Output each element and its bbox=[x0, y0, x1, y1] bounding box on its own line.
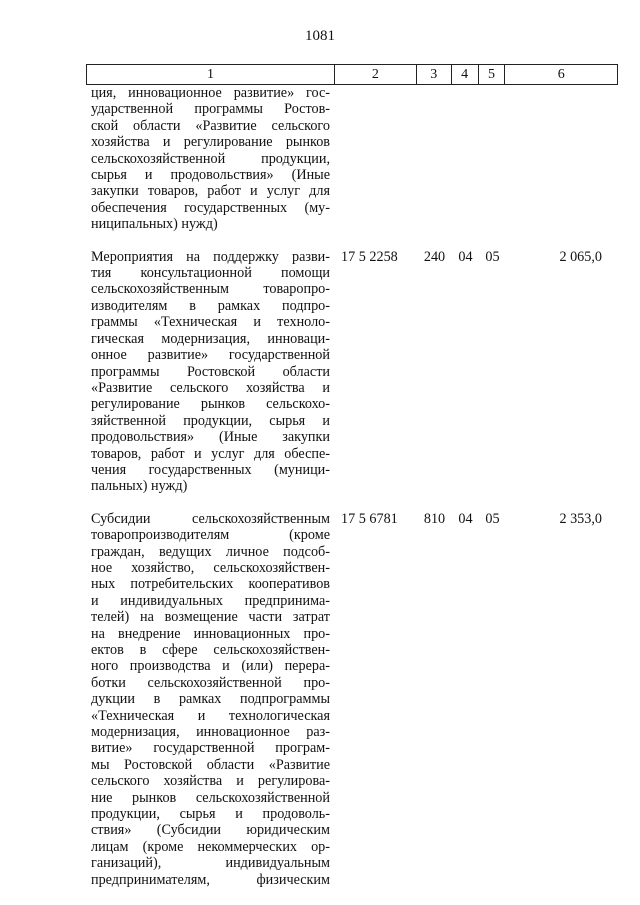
text-line: тия консультационной помощи bbox=[91, 265, 330, 282]
text-line: телей) на возмещение части затрат bbox=[91, 609, 330, 626]
text-line: граждан, ведущих личное подсоб- bbox=[91, 543, 330, 560]
row-vr: 810 bbox=[423, 510, 446, 527]
header-col-2: 2 bbox=[335, 65, 417, 84]
text-line: ской области «Развитие сельского bbox=[91, 117, 330, 134]
text-line: продовольствия» (Иные закупки bbox=[91, 429, 330, 446]
row-rz: 04 bbox=[458, 248, 473, 265]
text-line: изводителям в рамках подпро- bbox=[91, 297, 330, 314]
text-line: ботки сельскохозяйственной про- bbox=[91, 674, 330, 691]
text-line: чения государственных (муници- bbox=[91, 461, 330, 478]
row-pr: 05 bbox=[485, 510, 500, 527]
text-line: ных потребительских кооперативов bbox=[91, 576, 330, 593]
text-line: ного производства и (или) перера- bbox=[91, 658, 330, 675]
text-line: обеспечения государственных (му- bbox=[91, 199, 330, 216]
header-col-5: 5 bbox=[479, 65, 506, 84]
row-description bbox=[86, 511, 335, 888]
text-line: программы Ростовской области bbox=[91, 363, 330, 380]
text-line: сельскохозяйственной продукции, bbox=[91, 150, 330, 167]
row-rz bbox=[452, 85, 479, 233]
table-row bbox=[86, 85, 618, 233]
table-row bbox=[86, 249, 618, 495]
row-description bbox=[86, 85, 335, 233]
row-code bbox=[335, 85, 417, 233]
text-line: продукции, сырья и продоволь- bbox=[91, 806, 330, 823]
text-line: сельского хозяйства и регулирова- bbox=[91, 773, 330, 790]
row-description bbox=[86, 249, 335, 495]
text-line: гическая модернизация, инноваци- bbox=[91, 330, 330, 347]
header-col-4: 4 bbox=[452, 65, 479, 84]
header-col-6: 6 bbox=[557, 67, 565, 82]
text-line: модернизация, инновационное раз- bbox=[91, 724, 330, 741]
text-line: товаропроизводителям (кроме bbox=[91, 527, 330, 544]
text-line: «Развитие сельского хозяйства и bbox=[91, 379, 330, 396]
text-line: хозяйства и регулирование рынков bbox=[91, 134, 330, 151]
header-col-3: 3 bbox=[417, 65, 452, 84]
row-vr: 240 bbox=[423, 248, 446, 265]
text-line: ганизаций), индивидуальным bbox=[91, 855, 330, 872]
text-line: витие» государственной програм- bbox=[91, 740, 330, 757]
row-sum: 2 065,0 bbox=[559, 248, 602, 265]
text-line: ниципальных) нужд) bbox=[91, 216, 218, 233]
text-line: регулирование рынков сельскохо- bbox=[91, 396, 330, 413]
text-line: зяйственной продукции, сырья и bbox=[91, 412, 330, 429]
text-line: закупки товаров, работ и услуг для bbox=[91, 183, 330, 200]
row-pr bbox=[479, 85, 506, 233]
row-vr bbox=[417, 85, 452, 233]
text-line: «Техническая и технологическая bbox=[91, 707, 330, 724]
text-line: онное развитие» государственной bbox=[91, 347, 330, 364]
text-line: граммы «Техническая и техноло- bbox=[91, 314, 330, 331]
text-line: дукции в рамках подпрограммы bbox=[91, 691, 330, 708]
table-body bbox=[86, 85, 618, 888]
table-row bbox=[86, 511, 618, 888]
text-line: лицам (кроме некоммерческих ор- bbox=[91, 838, 330, 855]
text-line: ствия» (Субсидии юридическим bbox=[91, 822, 330, 839]
row-sum: 2 353,0 bbox=[559, 510, 602, 527]
text-line: мы Ростовской области «Развитие bbox=[91, 756, 330, 773]
text-line: ектов в сфере сельскохозяйствен- bbox=[91, 642, 330, 658]
row-code: 17 5 2258 bbox=[341, 248, 398, 265]
text-line: сырья и продовольствия» (Иные bbox=[91, 167, 330, 184]
row-rz: 04 bbox=[458, 510, 473, 527]
text-line: и индивидуальных предпринима- bbox=[91, 592, 330, 609]
text-line: ное хозяйство, сельскохозяйствен- bbox=[91, 559, 330, 576]
header-col-1: 1 bbox=[87, 65, 335, 84]
text-line: ция, инновационное развитие» гос- bbox=[91, 85, 330, 101]
row-sum bbox=[506, 85, 618, 233]
row-code: 17 5 6781 bbox=[341, 510, 398, 527]
text-line: на внедрение инновационных про- bbox=[91, 625, 330, 642]
table-header bbox=[86, 64, 618, 85]
text-line: товаров, работ и услуг для обеспе- bbox=[91, 445, 330, 462]
text-line: сельскохозяйственным товаропро- bbox=[91, 281, 330, 298]
text-line: ударственной программы Ростов- bbox=[91, 101, 330, 118]
text-line: Субсидии сельскохозяйственным bbox=[91, 510, 330, 527]
row-pr: 05 bbox=[485, 248, 500, 265]
text-line: предпринимателям, физическим bbox=[91, 871, 330, 888]
text-line: Мероприятия на поддержку разви- bbox=[91, 248, 330, 265]
page-number: 1081 bbox=[305, 28, 335, 44]
text-line: ние рынков сельскохозяйственной bbox=[91, 789, 330, 806]
text-line: пальных) нужд) bbox=[91, 478, 188, 495]
